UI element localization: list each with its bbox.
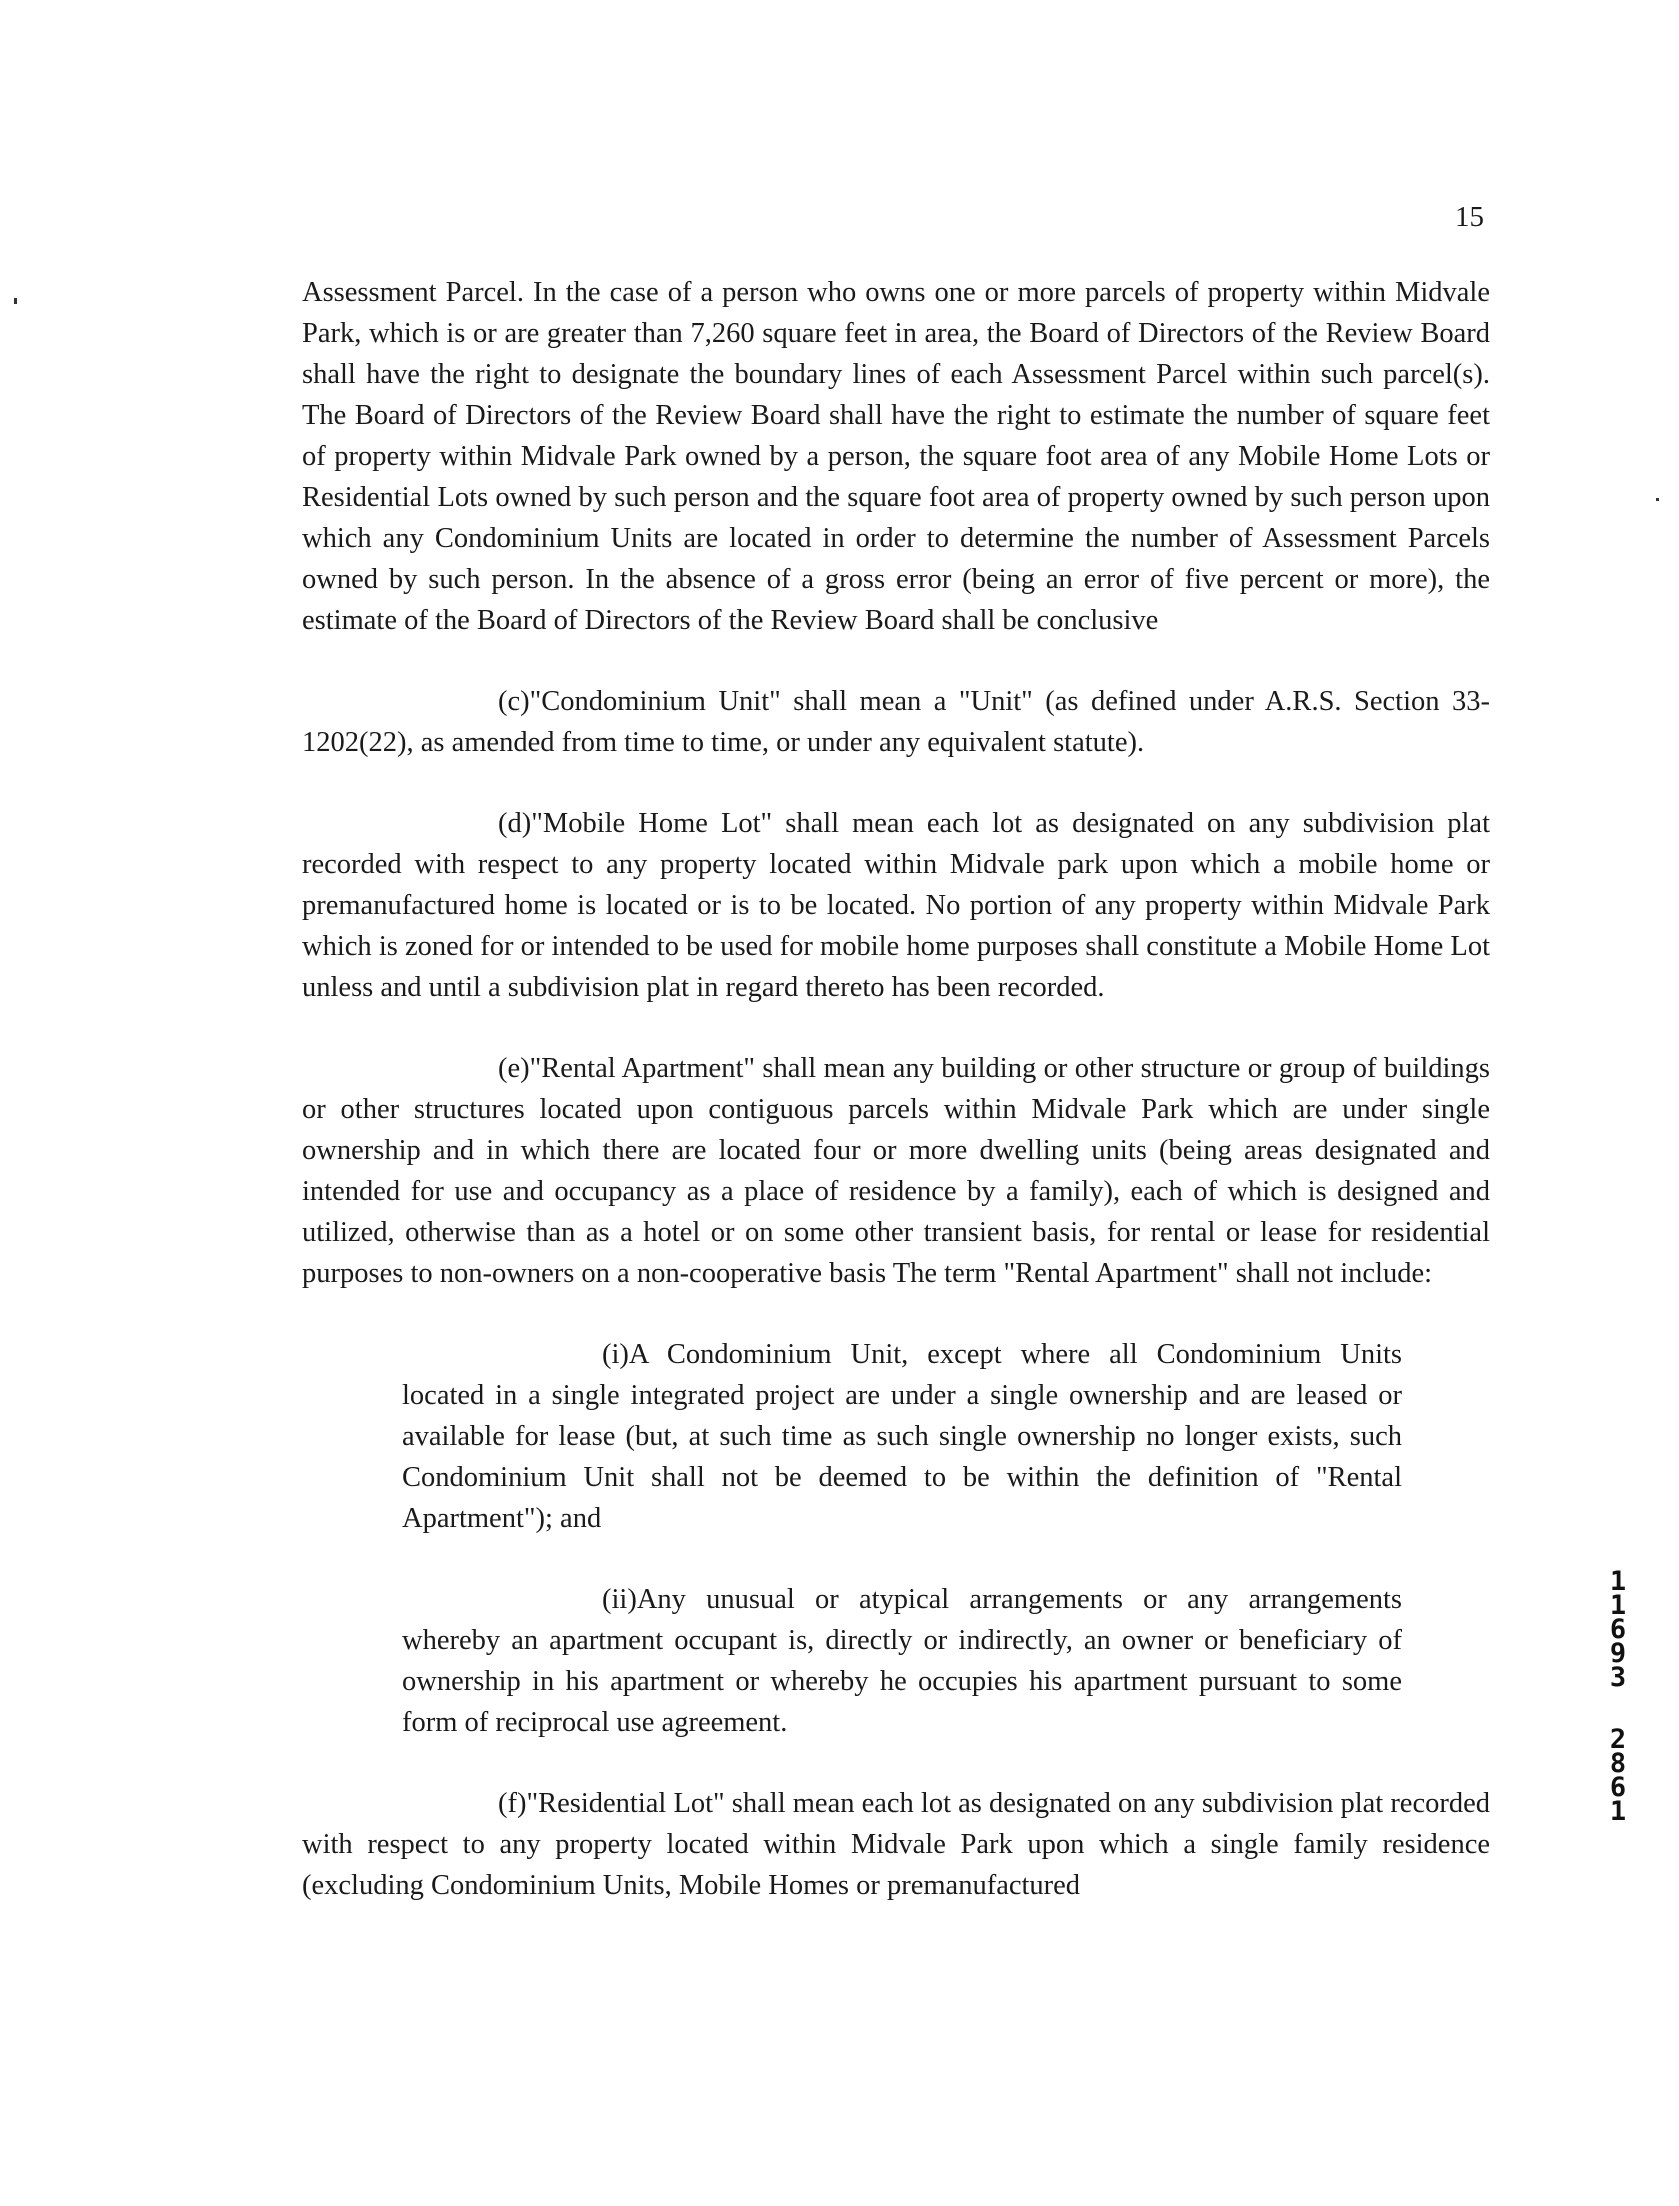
section-f [302, 1783, 1490, 1906]
section-text: "Residential Lot" shall mean each lot as designated on any subdivision plat recorded with respect to any property located within Midvale Park upon which a single family residence (excluding Condominium Units, Mobile Homes or premanufactured [302, 1788, 1491, 1901]
scan-mark-right [1656, 498, 1659, 501]
section-c [302, 681, 1490, 763]
recording-digit: 1 [1609, 1566, 1627, 1597]
recording-digit: 2 [1609, 1724, 1627, 1755]
recording-number-stamp [1600, 1566, 1636, 1827]
subsection-marker: (ii) [602, 1584, 637, 1615]
subsection-i [402, 1334, 1402, 1539]
recording-digit: 6 [1609, 1614, 1627, 1645]
section-text: "Rental Apartment" shall mean any building or other structure or group of buildings or other structures located upon contiguous parcels within Midvale Park which are under single ownership and in which there are located four or more dwelling units (being areas designated and intended for use and occupancy as a place of residence by a family), each of which is designed and utilized, otherwise than as a hotel or on some other transient basis, for rental or lease for residential purposes to non-owners on a non-cooperative basis The term "Rental Apartment" shall not include: [302, 1053, 1490, 1289]
section-marker: (c) [498, 686, 530, 717]
recording-digit: 1 [1609, 1590, 1627, 1621]
section-marker: (d) [498, 808, 532, 839]
subsection-ii [402, 1579, 1402, 1743]
subsection-text: A Condominium Unit, except where all Condominium Units located in a single integrated project are under a single ownership and are leased or available for lease (but, at such time as such single ownership no longer exists, such Condominium Unit shall not be deemed to be within the definition of "Rental Apartment"); and [402, 1339, 1402, 1534]
section-text: "Condominium Unit" shall mean a "Unit" (as defined under A.R.S. Section 33-1202(22), as amended from time to time, or under any equivalent statute). [302, 686, 1490, 758]
section-text: "Mobile Home Lot" shall mean each lot as designated on any subdivision plat recorded with respect to any property located within Midvale park upon which a mobile home or premanufactured home is located or is to be located. No portion of any property within Midvale Park which is zoned for or intended to be used for mobile home purposes shall constitute a Mobile Home Lot unless and until a subdivision plat in regard thereto has been recorded. [302, 808, 1490, 1003]
recording-digit: 9 [1609, 1638, 1627, 1669]
recording-digit: 3 [1609, 1662, 1627, 1693]
recording-digit: 6 [1609, 1772, 1627, 1803]
intro-paragraph: Assessment Parcel. In the case of a person who owns one or more parcels of property within Midvale Park, which is or are greater than 7,260 square feet in area, the Board of Directors of the Review Board shall have the right to designate the boundary lines of each Assessment Parcel within such parcel(s). The Board of Directors of the Review Board shall have the right to estimate the number of square feet of property within Midvale Park owned by a person, the square foot area of any Mobile Home Lots or Residential Lots owned by such person and the square foot area of property owned by such person upon which any Condominium Units are located in order to determine the number of Assessment Parcels owned by such person. In the absence of a gross error (being an error of five percent or more), the estimate of the Board of Directors of the Review Board shall be conclusive [302, 277, 1490, 636]
recording-gap [1600, 1690, 1636, 1728]
page-number: 15 [1455, 201, 1484, 233]
subsection-marker: (i) [602, 1339, 629, 1370]
recording-digit: 8 [1609, 1748, 1627, 1779]
subsection-text: Any unusual or atypical arrangements or any arrangements whereby an apartment occupant is, directly or indirectly, an owner or beneficiary of ownership in his apartment or whereby he occupies his apartment pursuant to some form of reciprocal use agreement. [402, 1584, 1402, 1738]
scan-mark-left [14, 298, 17, 304]
section-marker: (e) [498, 1053, 530, 1084]
recording-digit: 1 [1609, 1796, 1627, 1827]
section-e [302, 1048, 1490, 1294]
section-marker: (f) [498, 1788, 527, 1819]
section-d [302, 803, 1490, 1008]
document-body [302, 272, 1490, 1946]
